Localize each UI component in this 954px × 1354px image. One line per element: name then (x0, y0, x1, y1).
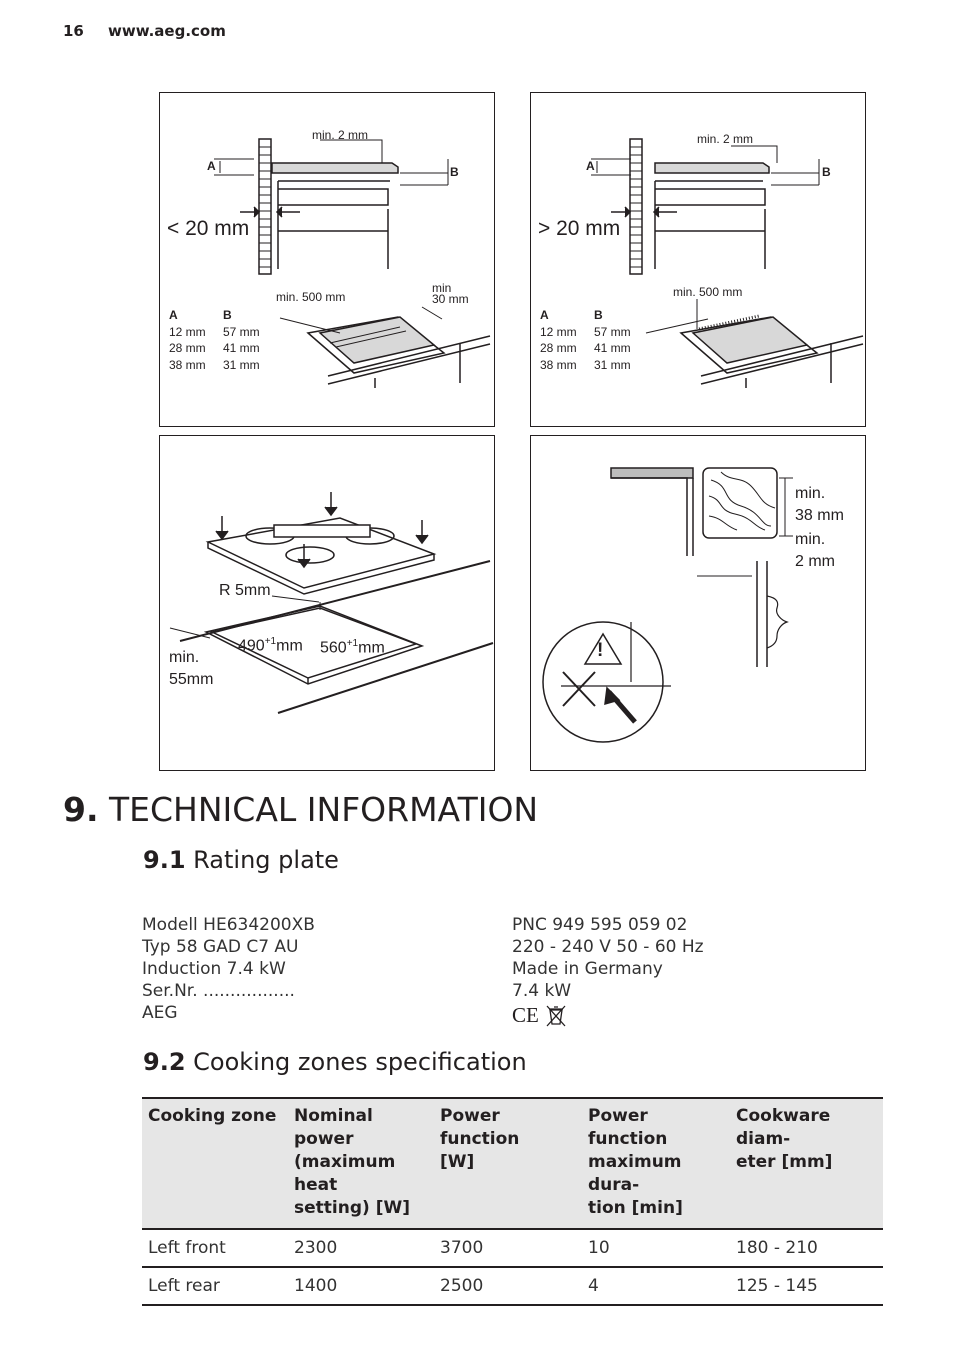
ab-cell: 41 mm (594, 341, 631, 355)
rating-plate-right (512, 914, 704, 1028)
ab-head-a: A (540, 308, 549, 322)
figure-panel-front-clearance (530, 435, 866, 771)
30mm-value: 30 mm (432, 292, 469, 306)
cutout-width-label (238, 636, 303, 655)
subsection-heading-cooking-zones (143, 1048, 527, 1076)
section-number: 9. (63, 790, 99, 829)
header-line: Power function (440, 1106, 520, 1149)
rating-line: 220 - 240 V 50 - 60 Hz (512, 937, 704, 957)
cooking-zones-table (142, 1097, 883, 1306)
min-55mm-label (169, 647, 213, 691)
min-38mm-label (795, 483, 844, 527)
ab-cell: 38 mm (540, 357, 577, 372)
column-header (730, 1098, 883, 1229)
table-row (142, 1229, 883, 1267)
column-header (142, 1098, 288, 1229)
depth-tolerance: +1 (346, 638, 359, 649)
width-unit: mm (276, 637, 303, 655)
figure-panel-flush-gap-large (530, 92, 866, 427)
table-header-row (142, 1098, 883, 1229)
cutout-drawing (160, 436, 496, 772)
55mm-value: 55mm (169, 671, 214, 688)
ab-cell: 31 mm (594, 357, 631, 372)
figure-panel-flush-gap-small (159, 92, 495, 427)
dimension-b-marker: B (822, 165, 831, 179)
subsection-title: Rating plate (193, 846, 339, 874)
subsection-title: Cooking zones specification (193, 1048, 527, 1076)
section-heading-technical-information (63, 790, 538, 829)
rating-line: 7.4 kW (512, 981, 572, 1001)
column-header (434, 1098, 582, 1229)
column-header (582, 1098, 730, 1229)
table-cell: 1400 (288, 1267, 434, 1305)
table-cell: Left front (142, 1229, 288, 1267)
header-line: Cooking zone (148, 1106, 277, 1126)
rating-plate-left (142, 914, 315, 1024)
ab-cell: 31 mm (223, 357, 260, 372)
page-number: 16 (63, 22, 84, 40)
ab-head-b: B (223, 308, 232, 322)
header-line: (maximum heat (294, 1152, 396, 1195)
ab-cell: 28 mm (169, 341, 206, 355)
min-word: min (432, 281, 452, 295)
ab-cell: 38 mm (169, 357, 206, 372)
width-base: 490 (238, 637, 265, 655)
table-cell: 4 (582, 1267, 730, 1305)
header-line: eter [mm] (736, 1152, 833, 1172)
gap-label: > 20 mm (538, 217, 621, 240)
ab-cell: 41 mm (223, 341, 260, 355)
min-500mm-label: min. 500 mm (673, 285, 743, 299)
rating-line: Made in Germany (512, 959, 663, 979)
header-line: Nominal power (294, 1106, 373, 1149)
ab-cell: 12 mm (169, 324, 206, 339)
rating-line: Ser.Nr. ................. (142, 981, 295, 1001)
column-header (288, 1098, 434, 1229)
dimension-a-marker: A (586, 159, 595, 173)
subsection-number: 9.1 (143, 846, 186, 874)
ce-mark-icon: CE (512, 1003, 539, 1027)
table-cell: 2300 (288, 1229, 434, 1267)
ab-cell: 57 mm (223, 324, 260, 339)
min-word: min. (169, 649, 200, 666)
min-word: min. (795, 531, 826, 548)
min-2mm-label (795, 529, 835, 573)
header-line: Cookware diam- (736, 1106, 831, 1149)
table-cell: Left rear (142, 1267, 288, 1305)
ab-head-b: B (594, 308, 603, 322)
rating-line: Induction 7.4 kW (142, 959, 286, 979)
subsection-heading-rating-plate (143, 846, 339, 874)
table-cell: 10 (582, 1229, 730, 1267)
rating-line: Modell HE634200XB (142, 915, 315, 935)
certification-marks (512, 1002, 704, 1028)
weee-bin-icon (545, 1004, 567, 1028)
website-url: www.aeg.com (108, 22, 226, 40)
min-30mm-label (432, 283, 469, 305)
radius-label: R 5mm (219, 582, 271, 599)
header-line: setting) [W] (294, 1198, 410, 1218)
table-row (142, 1267, 883, 1305)
table-cell: 3700 (434, 1229, 582, 1267)
table-cell: 180 - 210 (730, 1229, 883, 1267)
min-word: min. (795, 485, 826, 502)
table-cell: 2500 (434, 1267, 582, 1305)
warning-icon: ! (597, 640, 604, 661)
38mm-value: 38 mm (795, 507, 844, 524)
rating-line: AEG (142, 1003, 178, 1023)
ab-cell: 28 mm (540, 341, 577, 355)
dimension-a-marker: A (207, 159, 216, 173)
ab-cell: 57 mm (594, 324, 631, 339)
min-500mm-label: min. 500 mm (276, 290, 346, 304)
ab-head-a: A (169, 308, 178, 322)
ab-table (169, 307, 260, 373)
min-2mm-label: min. 2 mm (697, 132, 754, 146)
cutout-depth-label (320, 638, 385, 657)
installation-drawing-1 (160, 93, 496, 428)
dimension-b-marker: B (450, 165, 459, 179)
ab-table (540, 307, 631, 373)
depth-unit: mm (358, 639, 385, 657)
figure-panel-cutout (159, 435, 495, 771)
rating-line: Typ 58 GAD C7 AU (142, 937, 299, 957)
subsection-number: 9.2 (143, 1048, 186, 1076)
header-line: maximum dura- (588, 1152, 682, 1195)
rating-line: PNC 949 595 059 02 (512, 915, 688, 935)
section-title: TECHNICAL INFORMATION (109, 790, 539, 829)
header-line: [W] (440, 1152, 475, 1172)
header-line: tion [min] (588, 1198, 683, 1218)
gap-label: < 20 mm (167, 217, 250, 240)
ab-cell: 12 mm (540, 324, 577, 339)
min-2mm-label: min. 2 mm (312, 128, 369, 142)
2mm-value: 2 mm (795, 553, 835, 570)
table-cell: 125 - 145 (730, 1267, 883, 1305)
width-tolerance: +1 (264, 636, 277, 647)
depth-base: 560 (320, 639, 347, 657)
header-line: Power function (588, 1106, 668, 1149)
